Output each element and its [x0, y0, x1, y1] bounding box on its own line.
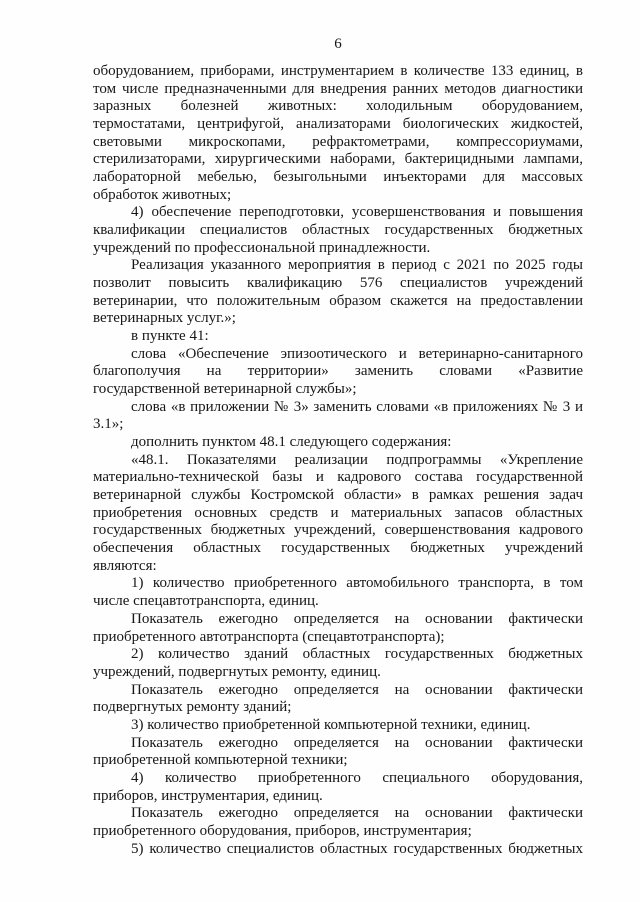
text-line: позволит повысить квалификацию 576 специалистов учреждений — [93, 275, 583, 292]
text-line: в пункте 41: — [131, 328, 209, 345]
paragraph — [93, 434, 583, 452]
text-line: «48.1. Показателями реализации подпрограммы «Укрепление — [131, 451, 583, 468]
text-line: лабораторной мебелью, безыгольными инъекторами для массовых — [93, 169, 583, 186]
text-line: учреждений по профессиональной принадлежности. — [93, 239, 431, 256]
text-line: ветеринарной службы Костромской области» в рамках решения задач — [93, 487, 583, 504]
paragraph — [93, 346, 583, 399]
text-line: государственных бюджетных учреждений, совершенствования кадрового — [93, 522, 583, 539]
text-line: ветеринарных услуг.»; — [93, 310, 236, 327]
paragraph-list-item — [93, 717, 583, 735]
text-line: обработок животных; — [93, 186, 232, 203]
text-line: световыми микроскопами, рефрактометрами, компрессориумами, — [93, 133, 583, 150]
text-line: Реализация указанного мероприятия в период с 2021 по 2025 годы — [131, 257, 583, 274]
text-line: 4) количество приобретенного специального оборудования, — [131, 769, 583, 786]
text-line: Показатель ежегодно определяется на основании фактически — [131, 805, 583, 822]
text-line: числе спецавтотранспорта, единиц. — [93, 593, 319, 610]
paragraph — [93, 611, 583, 646]
text-line: 1) количество приобретенного автомобильного транспорта, в том — [131, 575, 583, 592]
paragraph — [93, 805, 583, 840]
text-line: Показатель ежегодно определяется на основании фактически — [131, 610, 583, 627]
paragraph-list-item — [93, 204, 583, 257]
text-line: материально-технической базы и кадрового состава государственной — [93, 469, 583, 486]
text-line: слова «в приложении № 3» заменить словами «в приложениях № 3 и — [131, 398, 583, 415]
text-line: 2) количество зданий областных государственных бюджетных — [131, 646, 583, 663]
text-line: благополучия на территории» заменить словами «Развитие — [93, 363, 583, 380]
text-line: 4) обеспечение переподготовки, усовершенствования и повышения — [131, 204, 583, 221]
text-line: квалификации специалистов областных государственных бюджетных — [93, 222, 583, 239]
paragraph — [93, 682, 583, 717]
text-line: ветеринарии, что положительным образом скажется на предоставлении — [93, 292, 583, 309]
text-line: Показатель ежегодно определяется на основании фактически — [131, 681, 583, 698]
paragraph — [93, 257, 583, 328]
text-line: приборов, инструментария, единиц. — [93, 787, 323, 804]
paragraph-list-item — [93, 770, 583, 805]
text-line: 3.1»; — [93, 416, 124, 433]
paragraph-continuation — [93, 63, 583, 204]
text-line: обеспечения областных государственных бюджетных учреждений — [93, 540, 583, 557]
text-line: приобретения основных средств и материальных запасов областных — [93, 504, 583, 521]
paragraph — [93, 399, 583, 434]
text-line: 3) количество приобретенной компьютерной техники, единиц. — [131, 716, 531, 733]
text-line: подвергнутых ремонту зданий; — [93, 699, 292, 716]
paragraph — [93, 328, 583, 346]
document-body — [93, 63, 583, 858]
text-line: дополнить пунктом 48.1 следующего содержания: — [131, 434, 452, 451]
text-line: слова «Обеспечение эпизоотического и ветеринарно-санитарного — [131, 345, 583, 362]
paragraph-list-item — [93, 841, 583, 859]
text-line: заразных болезней животных: холодильным оборудованием, — [93, 98, 583, 115]
text-line: приобретенного оборудования, приборов, инструментария; — [93, 822, 472, 839]
paragraph-list-item — [93, 646, 583, 681]
paragraph — [93, 452, 583, 576]
text-line: 5) количество специалистов областных государственных бюджетных — [131, 840, 583, 857]
text-line: учреждений, подвергнутых ремонту, единиц. — [93, 663, 381, 680]
text-line: термостатами, центрифугой, анализаторами биологических жидкостей, — [93, 116, 583, 133]
page-number: 6 — [334, 36, 342, 52]
text-line: государственной ветеринарной службы»; — [93, 381, 357, 398]
paragraph-list-item — [93, 575, 583, 610]
text-line: являются: — [93, 557, 157, 574]
text-line: приобретенной компьютерной техники; — [93, 752, 348, 769]
text-line: том числе предназначенными для внедрения ранних методов диагностики — [93, 80, 583, 97]
text-line: стерилизаторами, хирургическими наборами, бактерицидными лампами, — [93, 151, 583, 168]
text-line: приобретенного автотранспорта (спецавтотранспорта); — [93, 628, 445, 645]
paragraph — [93, 735, 583, 770]
text-line: оборудованием, приборами, инструментарием в количестве 133 единиц, в — [93, 63, 583, 79]
text-line: Показатель ежегодно определяется на основании фактически — [131, 734, 583, 751]
